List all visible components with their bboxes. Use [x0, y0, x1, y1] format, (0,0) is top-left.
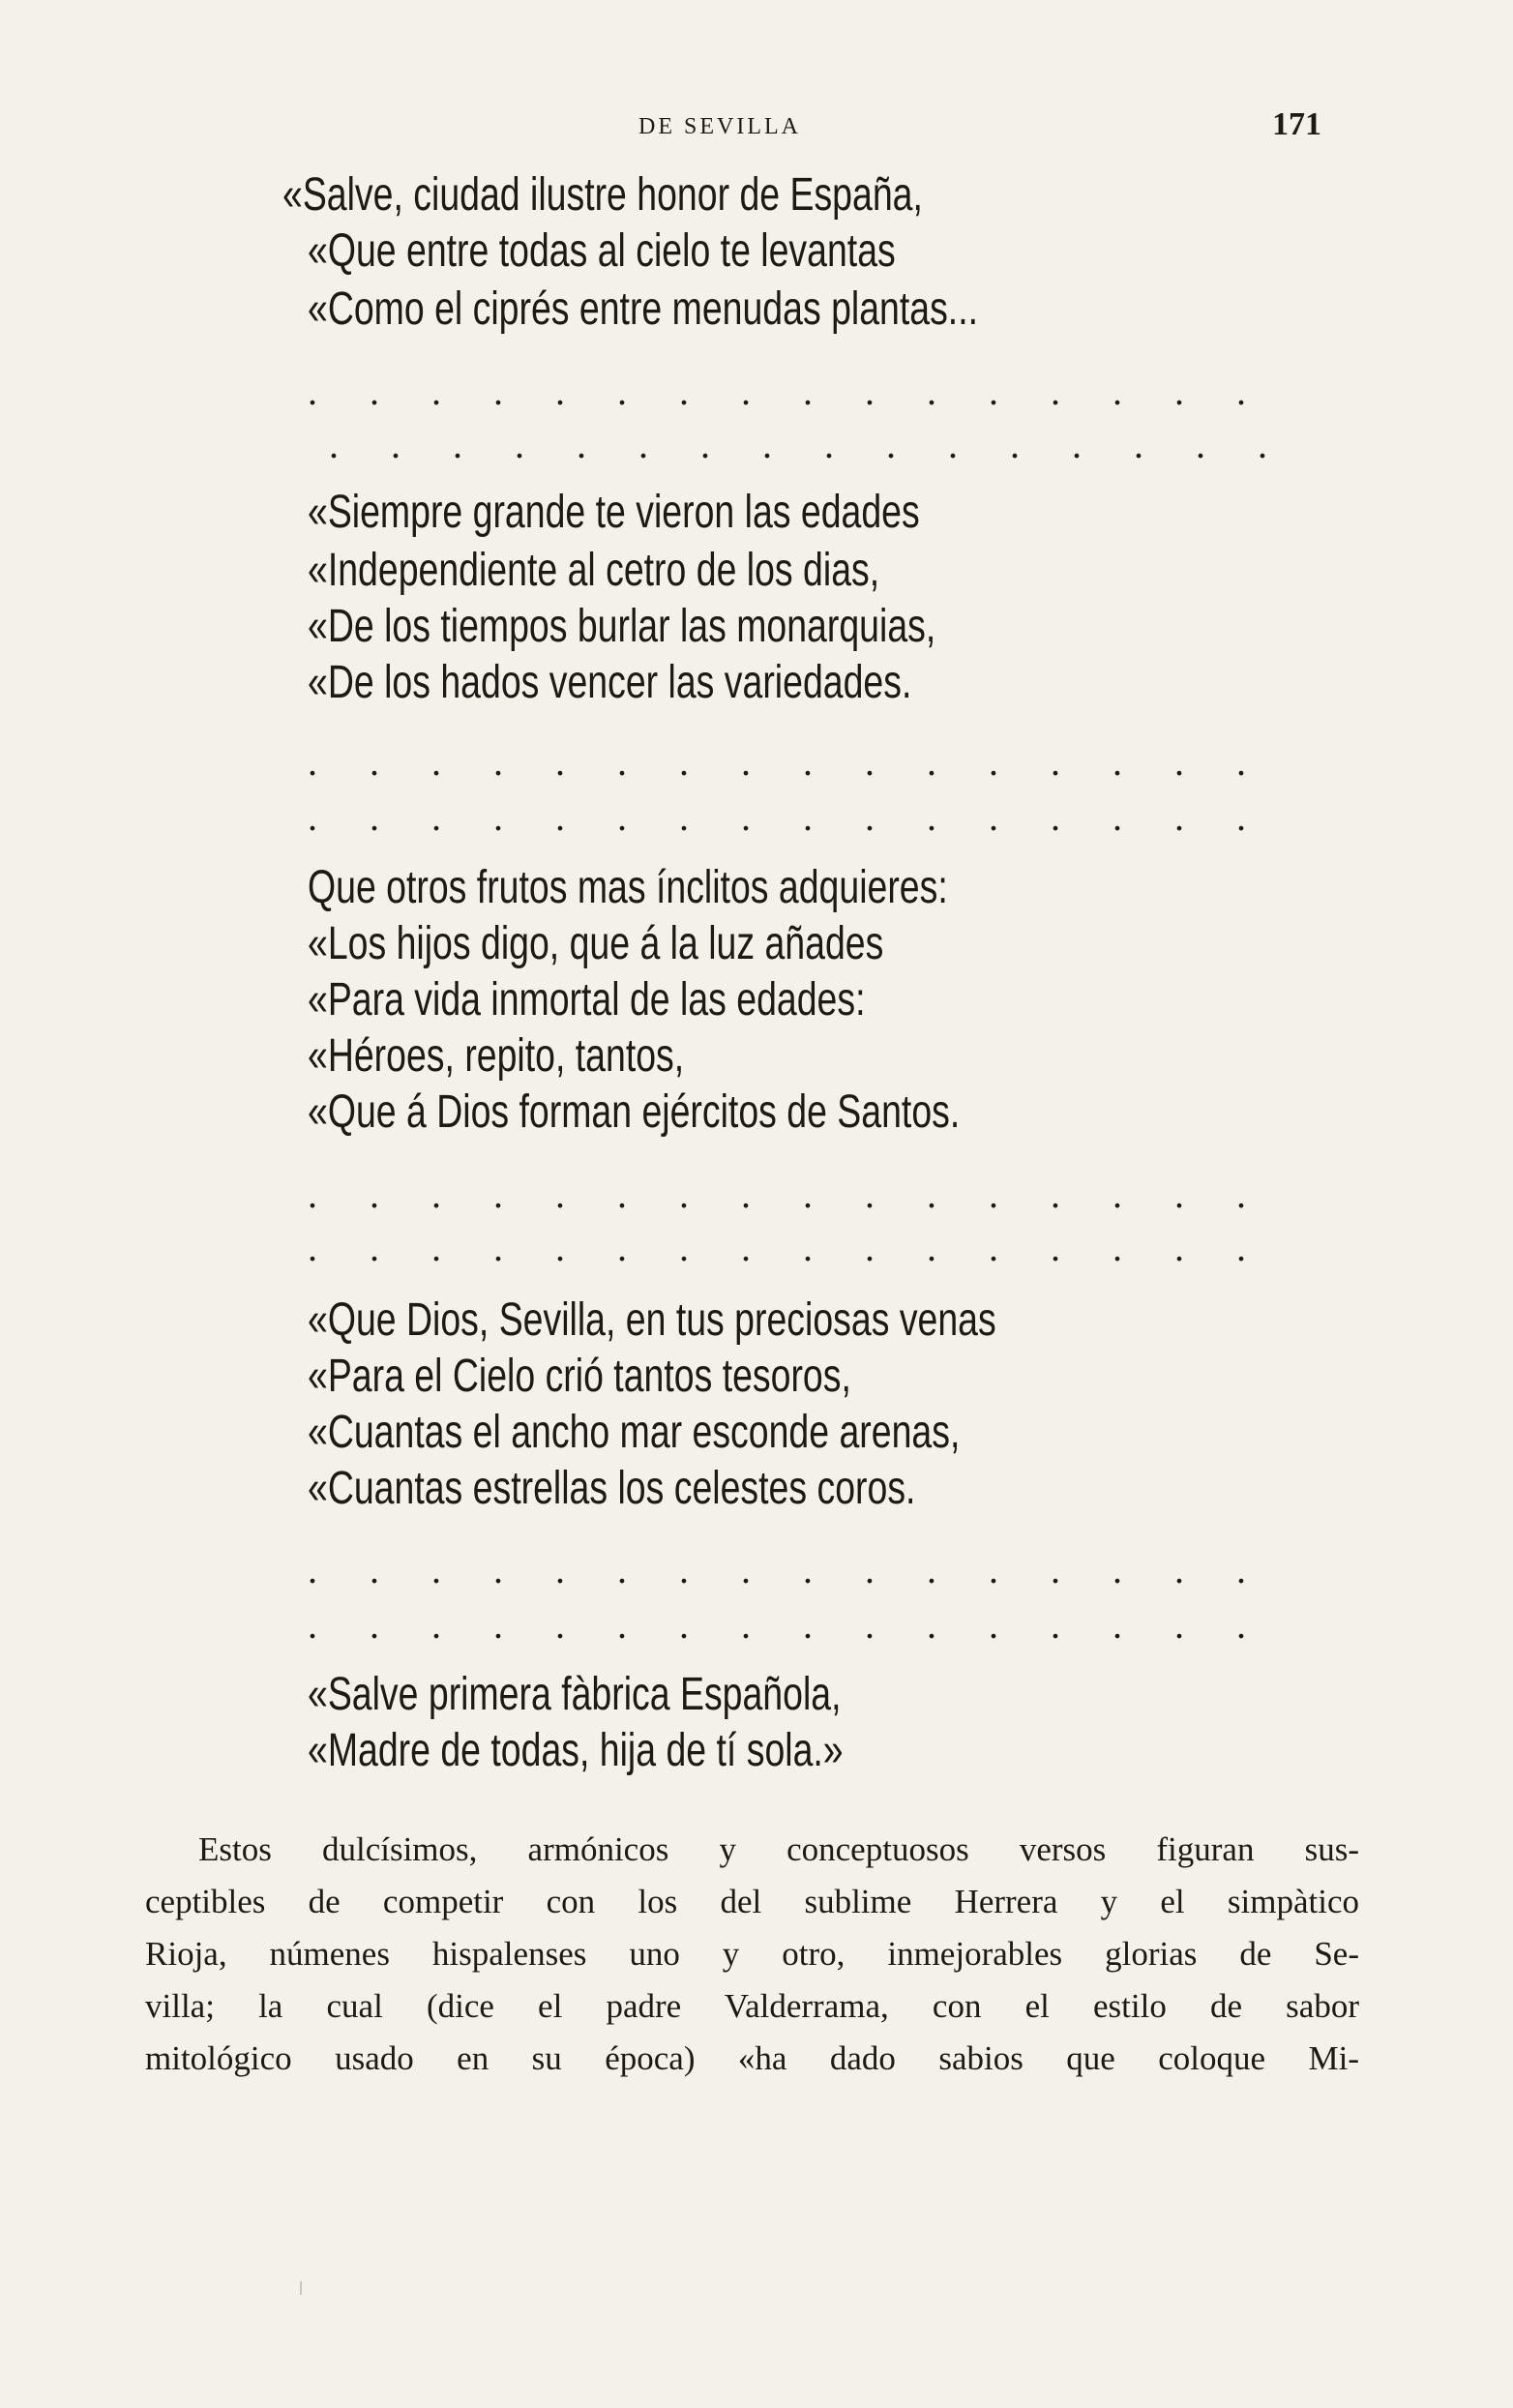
- paper-speck: [300, 2281, 308, 2295]
- ellipsis-row: . . . . . . . . . . . . . . . .: [308, 370, 1267, 413]
- verse-line: «De los tiempos burlar las monarquias,: [308, 601, 936, 652]
- verse-line: «Héroes, repito, tantos,: [308, 1030, 685, 1082]
- verse-line: Que otros frutos mas ínclitos adquieres:: [308, 862, 948, 913]
- prose-paragraph: [145, 1824, 1359, 2085]
- ellipsis-row: . . . . . . . . . . . . . . . .: [308, 1548, 1267, 1591]
- verse-line: «Que á Dios forman ejércitos de Santos.: [308, 1086, 961, 1138]
- prose-line: ceptibles de competir con los del sublime Herrera y el simpàtico: [145, 1883, 1359, 1920]
- verse-line: «De los hados vencer las variedades.: [308, 657, 912, 708]
- ellipsis-row: . . . . . . . . . . . . . . . .: [329, 423, 1289, 466]
- prose-line: villa; la cual (dice el padre Valderrama, con el estilo de sabor: [145, 1987, 1359, 2025]
- verse-line: «Salve primera fàbrica Española,: [308, 1669, 842, 1720]
- verse-line: «Para vida inmortal de las edades:: [308, 974, 866, 1026]
- page-number: 171: [1272, 106, 1321, 142]
- verse-line: «Que entre todas al cielo te levantas: [308, 225, 896, 277]
- verse-line: «Para el Cielo crió tantos tesoros,: [308, 1351, 851, 1402]
- verse-line: «Que Dios, Sevilla, en tus preciosas venas: [308, 1294, 996, 1346]
- verse-line: «Siempre grande te vieron las edades: [308, 487, 920, 538]
- verse-line: «Cuantas estrellas los celestes coros.: [308, 1463, 916, 1514]
- ellipsis-row: . . . . . . . . . . . . . . . .: [308, 1226, 1267, 1269]
- ellipsis-row: . . . . . . . . . . . . . . . .: [308, 795, 1267, 839]
- verse-line: «Cuantas el ancho mar esconde arenas,: [308, 1407, 961, 1458]
- prose-line: Estos dulcísimos, armónicos y conceptuosos versos figuran sus-: [198, 1830, 1359, 1868]
- verse-line: «Madre de todas, hija de tí sola.»: [308, 1725, 844, 1776]
- ellipsis-row: . . . . . . . . . . . . . . . .: [308, 1603, 1267, 1647]
- verse-line: «Como el ciprés entre menudas plantas...: [308, 283, 979, 335]
- ellipsis-row: . . . . . . . . . . . . . . . .: [308, 740, 1267, 784]
- ellipsis-row: . . . . . . . . . . . . . . . .: [308, 1173, 1267, 1216]
- prose-line: mitológico usado en su época) «ha dado sabios que coloque Mi-: [145, 2039, 1359, 2077]
- verse-line: «Los hijos digo, que á la luz añades: [308, 918, 884, 969]
- running-head: DE SEVILLA: [638, 114, 801, 139]
- verse-line: «Salve, ciudad ilustre honor de España,: [282, 169, 923, 221]
- prose-line: Rioja, númenes hispalenses uno y otro, inmejorables glorias de Se-: [145, 1935, 1359, 1973]
- page-header: [0, 106, 1513, 153]
- verse-line: «Independiente al cetro de los dias,: [308, 545, 880, 596]
